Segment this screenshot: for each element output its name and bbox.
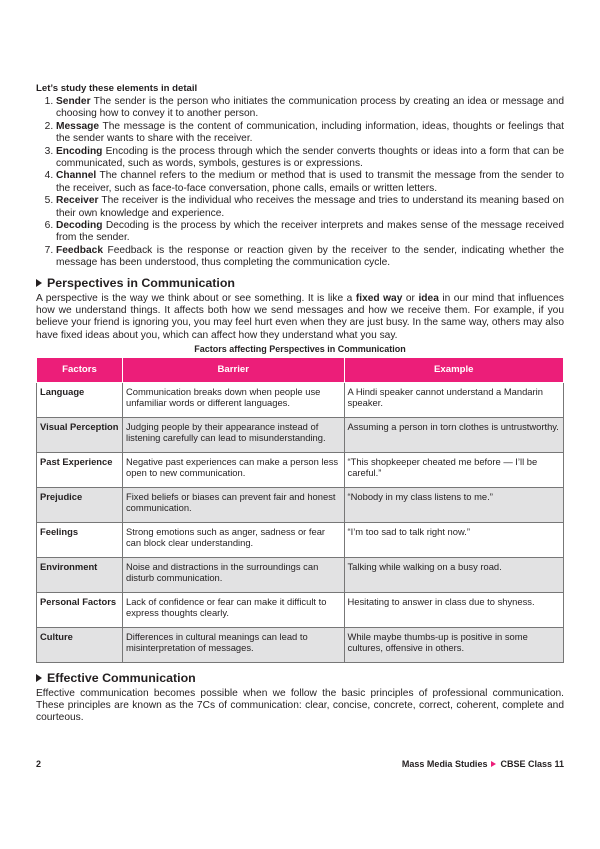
cell-barrier: Lack of confidence or fear can make it difficult to express thoughts clearly. xyxy=(122,592,344,627)
cell-barrier: Judging people by their appearance instead of listening carefully can lead to misunderstanding. xyxy=(122,417,344,452)
table-row xyxy=(37,452,564,487)
page-number: 2 xyxy=(36,759,42,769)
effective-paragraph: Effective communication becomes possible when we follow the basic principles of professional communication. These principles are known as the 7Cs of communication: clear, concise, concrete, correct, coherent, complete and courteous. xyxy=(36,687,564,724)
cell-factor: Language xyxy=(37,382,123,417)
item-term: Sender xyxy=(56,96,91,107)
cell-example: While maybe thumbs-up is positive in some cultures, offensive in others. xyxy=(344,627,564,662)
item-text: The sender is the person who initiates the communication process by creating an idea or message and choosing how to convey it to another person. xyxy=(56,96,564,120)
cell-example: “This shopkeeper cheated me before — I’ll be careful.” xyxy=(344,452,564,487)
perspectives-table xyxy=(36,357,564,663)
cell-example: Assuming a person in torn clothes is untrustworthy. xyxy=(344,417,564,452)
cell-example: “I’m too sad to talk right now.” xyxy=(344,522,564,557)
para-text: in our mind that influences how we understand things. It affects both how we send messages and how we receive them. For example, if you believe your friend is ignoring you, you may feel hurt even when they are just busy. In the same way, others may also have fixed ideas about you, which can affect how they understand what you say. xyxy=(36,292,564,341)
list-item xyxy=(56,170,564,195)
header-barrier: Barrier xyxy=(122,357,344,382)
page-content xyxy=(36,83,564,725)
item-text: Feedback is the response or reaction given by the receiver to the sender, indicating whether the message has been understood, thus completing the communication cycle. xyxy=(56,244,564,269)
cell-example: Talking while walking on a busy road. xyxy=(344,557,564,592)
item-term: Message xyxy=(56,120,100,132)
table-row xyxy=(37,487,564,522)
page-footer xyxy=(36,759,564,769)
item-text: Encoding is the process through which the sender converts thoughts or ideas into a form that can be communicated, such as words, symbols, gestures is or expressions. xyxy=(56,145,564,170)
cell-barrier: Communication breaks down when people use unfamiliar words or different languages. xyxy=(122,382,344,417)
list-item xyxy=(56,195,564,220)
cell-factor: Personal Factors xyxy=(37,592,123,627)
footer-book-title: Mass Media Studies xyxy=(401,759,488,769)
perspectives-heading-text: Perspectives in Communication xyxy=(47,275,235,290)
effective-heading-text: Effective Communication xyxy=(47,670,196,685)
list-item xyxy=(56,146,564,171)
perspectives-heading xyxy=(36,276,564,290)
cell-example: Hesitating to answer in class due to shyness. xyxy=(344,592,564,627)
table-row xyxy=(37,627,564,662)
para-text: or xyxy=(402,292,419,304)
item-text: Decoding is the process by which the receiver interprets and makes sense of the message received from the sender. xyxy=(56,220,564,244)
item-term: Feedback xyxy=(56,244,103,256)
table-row xyxy=(37,382,564,417)
item-term: Decoding xyxy=(56,220,103,232)
item-term: Receiver xyxy=(56,195,99,207)
footer-book-info xyxy=(402,759,564,769)
item-term: Channel xyxy=(56,170,97,182)
list-item xyxy=(56,220,564,245)
list-item xyxy=(56,245,564,270)
table-caption: Factors affecting Perspectives in Communication xyxy=(194,343,406,354)
para-bold: fixed way xyxy=(355,292,403,304)
cell-example: A Hindi speaker cannot understand a Mandarin speaker. xyxy=(344,382,564,417)
footer-class-label: CBSE Class 11 xyxy=(500,759,564,769)
cell-factor: Culture xyxy=(37,627,123,662)
cell-factor: Feelings xyxy=(37,522,123,557)
elements-list xyxy=(36,96,564,270)
header-factors: Factors xyxy=(37,357,123,382)
item-term: Encoding xyxy=(56,145,103,157)
table-row xyxy=(37,522,564,557)
list-item xyxy=(56,96,564,121)
cell-barrier: Negative past experiences can make a person less open to new communication. xyxy=(122,452,344,487)
table-row xyxy=(37,557,564,592)
table-row xyxy=(37,592,564,627)
triangle-bullet-icon xyxy=(36,279,42,287)
cell-factor: Visual Perception xyxy=(37,417,123,452)
para-text: A perspective is the way we think about or see something. It is like a xyxy=(36,292,356,304)
item-text: The channel refers to the medium or method that is used to transmit the message from the sender to the receiver, such as face-to-face conversation, phone calls, emails or written letters. xyxy=(56,170,564,194)
header-example: Example xyxy=(344,357,564,382)
elements-intro-title: Let’s study these elements in detail xyxy=(36,83,198,94)
cell-barrier: Strong emotions such as anger, sadness or fear can block clear understanding. xyxy=(122,522,344,557)
pink-triangle-icon xyxy=(491,761,496,767)
cell-barrier: Differences in cultural meanings can lead to misinterpretation of messages. xyxy=(122,627,344,662)
item-text: The message is the content of communication, including information, ideas, thoughts or feelings that the sender wants to share with the receiver. xyxy=(56,120,564,145)
perspectives-paragraph xyxy=(36,293,564,342)
item-text: The receiver is the individual who receives the message and tries to understand its meaning based on their own knowledge and experience. xyxy=(56,195,564,219)
cell-factor: Past Experience xyxy=(37,452,123,487)
table-header-row xyxy=(37,357,564,382)
list-item xyxy=(56,121,564,146)
cell-factor: Prejudice xyxy=(37,487,123,522)
para-bold: idea xyxy=(418,292,439,304)
triangle-bullet-icon xyxy=(36,674,42,682)
cell-example: “Nobody in my class listens to me.” xyxy=(344,487,564,522)
table-row xyxy=(37,417,564,452)
cell-factor: Environment xyxy=(37,557,123,592)
cell-barrier: Noise and distractions in the surroundings can disturb communication. xyxy=(122,557,344,592)
effective-heading xyxy=(36,671,564,685)
cell-barrier: Fixed beliefs or biases can prevent fair and honest communication. xyxy=(122,487,344,522)
